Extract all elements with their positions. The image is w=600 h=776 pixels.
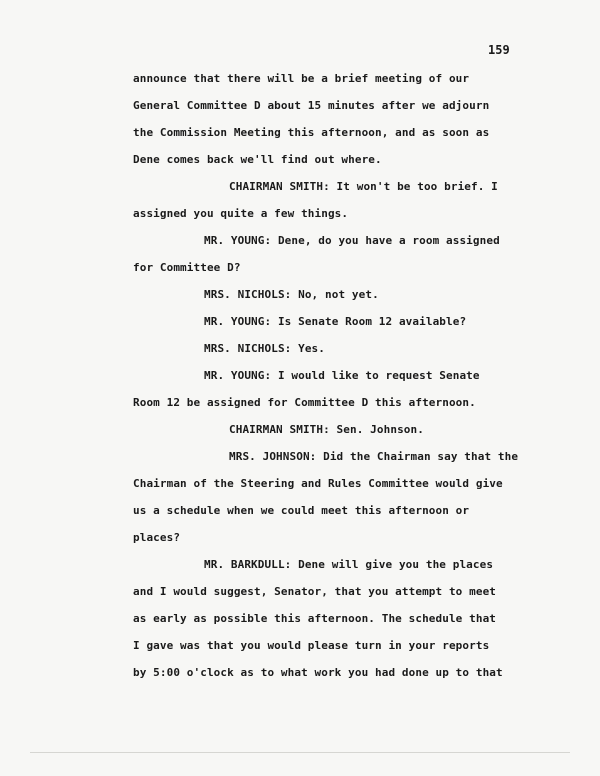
transcript-line: announce that there will be a brief meeting of our (133, 72, 470, 85)
speaker-line: MR. YOUNG: I would like to request Senate (204, 369, 480, 382)
speaker-line: MRS. NICHOLS: No, not yet. (204, 288, 379, 301)
speaker-line: MRS. NICHOLS: Yes. (204, 342, 326, 355)
transcript-line: for Committee D? (133, 261, 241, 274)
transcript-line: the Commission Meeting this afternoon, and as soon as (133, 126, 490, 139)
transcript-line: Chairman of the Steering and Rules Committee would give (133, 477, 503, 490)
transcript-line: places? (133, 531, 181, 544)
transcript-line: I gave was that you would please turn in your reports (133, 639, 490, 652)
speaker-line: MRS. JOHNSON: Did the Chairman say that the (229, 450, 519, 463)
transcript-line: General Committee D about 15 minutes after we adjourn (133, 99, 490, 112)
speaker-line: MR. YOUNG: Is Senate Room 12 available? (204, 315, 467, 328)
transcript-line: and I would suggest, Senator, that you attempt to meet (133, 585, 497, 598)
speaker-line: CHAIRMAN SMITH: It won't be too brief. I (229, 180, 498, 193)
transcript-line: by 5:00 o'clock as to what work you had done up to that (133, 666, 503, 679)
transcript-line: Dene comes back we'll find out where. (133, 153, 382, 166)
transcript-line: us a schedule when we could meet this afternoon or (133, 504, 470, 517)
page-number: 159 (488, 43, 510, 57)
transcript-line: assigned you quite a few things. (133, 207, 349, 220)
transcript-line: Room 12 be assigned for Committee D this afternoon. (133, 396, 476, 409)
speaker-line: MR. BARKDULL: Dene will give you the places (204, 558, 494, 571)
speaker-line: MR. YOUNG: Dene, do you have a room assigned (204, 234, 500, 247)
transcript-line: as early as possible this afternoon. The schedule that (133, 612, 497, 625)
bottom-rule (30, 752, 570, 753)
speaker-line: CHAIRMAN SMITH: Sen. Johnson. (229, 423, 424, 436)
